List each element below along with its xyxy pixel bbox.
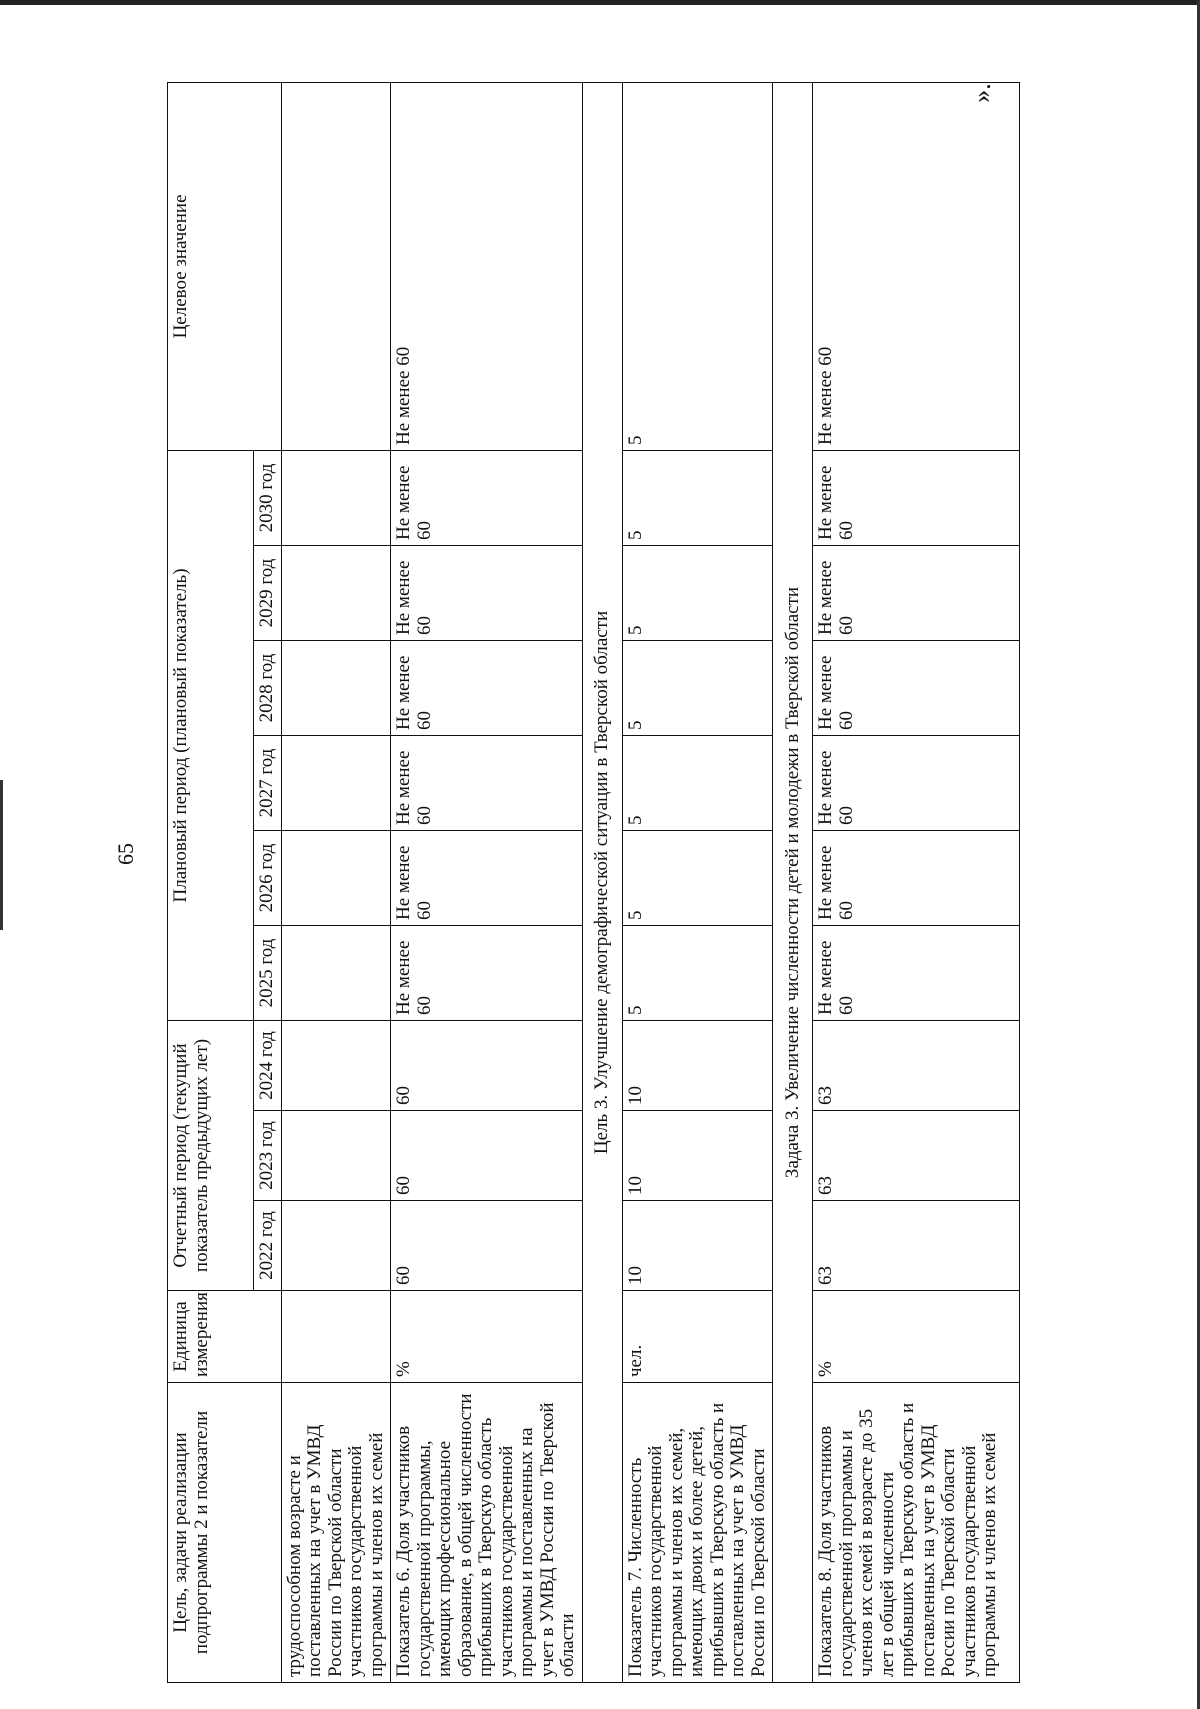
cell-value: 10	[622, 1020, 773, 1110]
section-row	[773, 82, 813, 1682]
header-report-period: Отчетный период (текущий показатель предыдущих лет)	[168, 1020, 254, 1290]
cell-value	[281, 1201, 391, 1291]
header-year: 2022 год	[254, 1201, 282, 1291]
closing-quote-mark: ».	[966, 83, 996, 103]
cell-unit	[281, 1291, 391, 1383]
cell-value: 5	[622, 925, 773, 1020]
section-goal-3: Цель 3. Улучшение демографической ситуации в Тверской области	[582, 82, 622, 1682]
section-row	[582, 82, 622, 1682]
cell-value: Не менее 60	[391, 82, 583, 450]
cell-value: 5	[622, 830, 773, 925]
cell-value	[281, 735, 391, 830]
cell-value: Не менее 60	[813, 545, 1020, 640]
header-unit: Единица измерения	[168, 1291, 282, 1383]
scan-edge-left	[0, 780, 3, 930]
cell-value: 10	[622, 1111, 773, 1201]
header-plan-period: Плановый период (плановый показатель)	[168, 450, 254, 1020]
row-label: трудоспособном возрасте и поставленных на учет в УМВД России по Тверской области участников государственной программы и членов их семей	[281, 1383, 391, 1683]
cell-value: 60	[391, 1111, 583, 1201]
cell-value: 5	[622, 450, 773, 545]
header-year: 2026 год	[254, 830, 282, 925]
header-year: 2023 год	[254, 1111, 282, 1201]
table-row	[622, 82, 773, 1682]
cell-value	[281, 640, 391, 735]
cell-value: 5	[622, 545, 773, 640]
cell-unit: чел.	[622, 1291, 773, 1383]
row-label: Показатель 6. Доля участников государственной программы, имеющих профессиональное образование, в общей численности прибывших в Тверскую область участников государственной программы и поставленных на учет в УМВД России по Тверской области	[391, 1383, 583, 1683]
cell-value	[281, 1111, 391, 1201]
cell-value: 5	[622, 82, 773, 450]
cell-value: Не менее 60	[813, 830, 1020, 925]
table-row	[281, 82, 391, 1682]
cell-value: Не менее 60	[391, 735, 583, 830]
page-number: 65	[113, 843, 138, 865]
header-year: 2030 год	[254, 450, 282, 545]
cell-value: 5	[622, 735, 773, 830]
header-year: 2024 год	[254, 1020, 282, 1110]
header-year: 2027 год	[254, 735, 282, 830]
header-year: 2025 год	[254, 925, 282, 1020]
cell-value: 63	[813, 1111, 1020, 1201]
cell-value: Не менее 60	[391, 450, 583, 545]
header-year: 2028 год	[254, 640, 282, 735]
indicators-table	[167, 82, 1020, 1683]
cell-value	[281, 830, 391, 925]
header-goal: Цель, задачи реализации подпрограммы 2 и показатели	[168, 1383, 282, 1683]
cell-value: Не менее 60	[813, 82, 1020, 450]
cell-value: 63	[813, 1020, 1020, 1110]
section-task-3: Задача 3. Увеличение численности детей и молодежи в Тверской области	[773, 82, 813, 1682]
table-row	[813, 82, 1020, 1682]
cell-value: Не менее 60	[813, 735, 1020, 830]
header-target: Целевое значение	[168, 82, 282, 450]
cell-value: 60	[391, 1020, 583, 1110]
cell-value: 10	[622, 1201, 773, 1291]
row-label: Показатель 7. Численность участников государственной программы и членов их семей, имеющих двоих и более детей, прибывших в Тверскую область и поставленных на учет в УМВД России по Тверской области	[622, 1383, 773, 1683]
cell-value	[281, 545, 391, 640]
cell-value	[281, 1020, 391, 1110]
cell-value	[281, 450, 391, 545]
cell-value: Не менее 60	[813, 450, 1020, 545]
cell-value: Не менее 60	[813, 640, 1020, 735]
cell-unit: %	[391, 1291, 583, 1383]
cell-value: Не менее 60	[391, 640, 583, 735]
cell-value: Не менее 60	[391, 830, 583, 925]
cell-value: Не менее 60	[391, 545, 583, 640]
cell-value: Не менее 60	[391, 925, 583, 1020]
cell-value	[281, 925, 391, 1020]
header-year: 2029 год	[254, 545, 282, 640]
cell-value: 63	[813, 1201, 1020, 1291]
row-label: Показатель 8. Доля участников государственной программы и членов их семей в возрасте до 35 лет в общей численности прибывших в Тверскую область и поставленных на учет в УМВД России по Тверской области участников государственной программы и членов их семей	[813, 1383, 1020, 1683]
scan-edge-top	[0, 0, 1200, 5]
cell-unit: %	[813, 1291, 1020, 1383]
cell-value	[281, 82, 391, 450]
rotated-table-wrapper	[167, 83, 1001, 1683]
cell-value: Не менее 60	[813, 925, 1020, 1020]
cell-value: 5	[622, 640, 773, 735]
table-row	[391, 82, 583, 1682]
cell-value: 60	[391, 1201, 583, 1291]
